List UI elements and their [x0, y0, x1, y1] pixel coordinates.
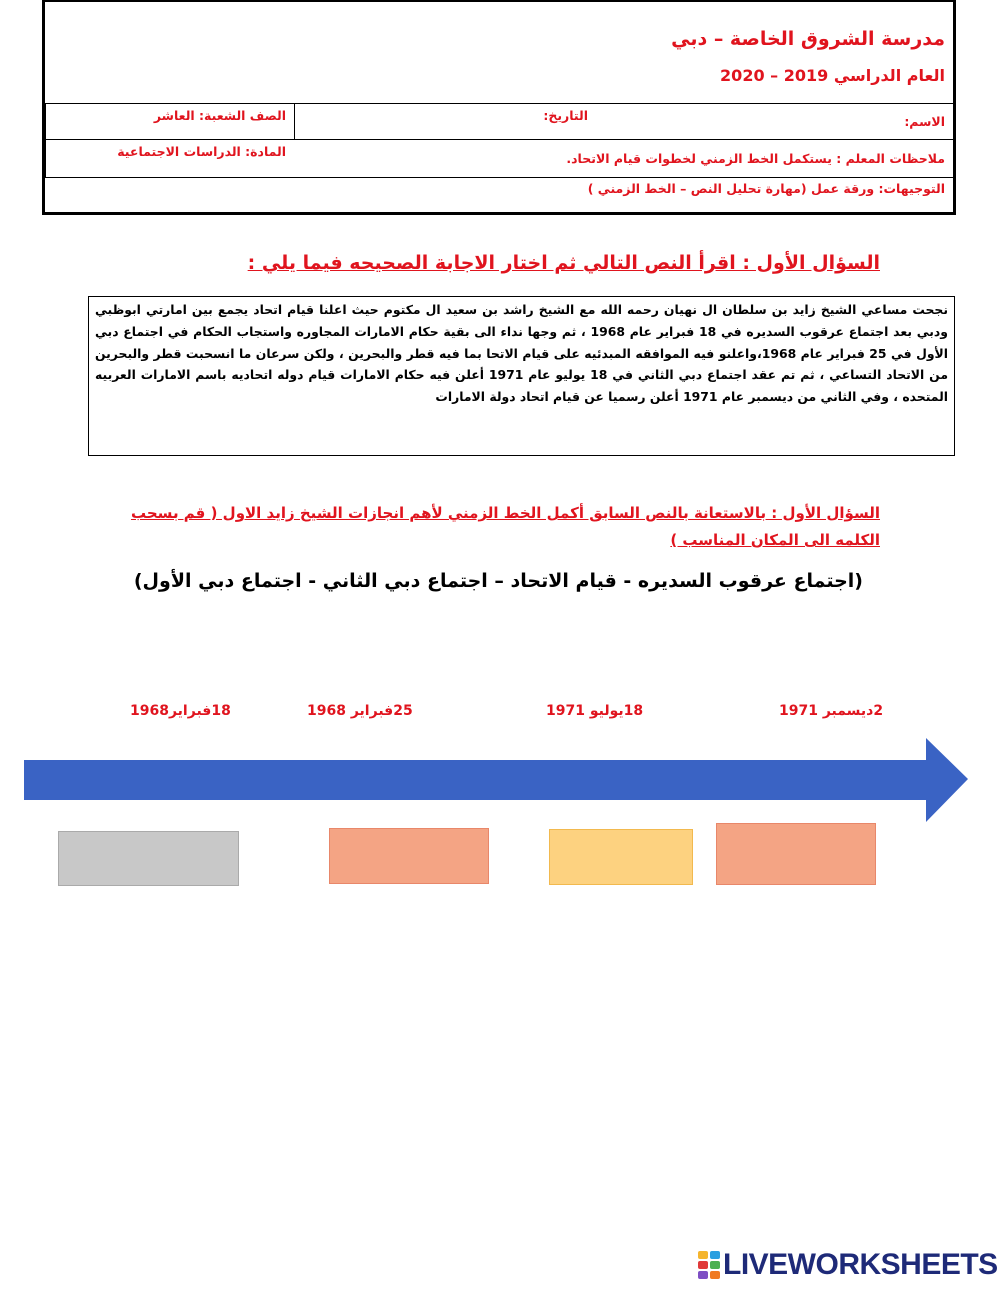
- header-info-row: [45, 104, 953, 140]
- passage-box: [88, 296, 955, 456]
- name-cell[interactable]: [594, 104, 953, 139]
- subject-cell: [45, 140, 294, 177]
- date-label: التاريخ:: [543, 108, 588, 123]
- timeline-date-2: 18يوليو 1971: [546, 703, 644, 719]
- subject-label: المادة: الدراسات الاجتماعية: [117, 144, 286, 159]
- logo-text: LIVEWORKSHEETS: [723, 1248, 998, 1281]
- arrow-shape: [24, 738, 968, 822]
- drag-word-choices[interactable]: (اجتماع عرقوب السديره - قيام الاتحاد – اجتماع دبي الثاني - اجتماع دبي الأول): [133, 570, 863, 592]
- class-cell: [45, 104, 294, 139]
- timeline-arrow: [0, 730, 1000, 830]
- header-table: [42, 0, 956, 215]
- name-label: الاسم:: [904, 114, 945, 129]
- school-name: مدرسة الشروق الخاصة – دبي: [671, 28, 945, 50]
- question1-title: السؤال الأول : اقرأ النص التالي ثم اختار الاجابة الصحيحه فيما يلي :: [247, 252, 880, 274]
- date-cell[interactable]: [294, 104, 594, 139]
- question2-title: السؤال الأول : بالاستعانة بالنص السابق أكمل الخط الزمني لأهم انجازات الشيخ زايد الاول ( قم بسحب الكلمه الى المكان المناسب ): [130, 504, 880, 549]
- drop-box-1[interactable]: [716, 823, 876, 885]
- class-label: الصف الشعبة: العاشر: [153, 108, 286, 123]
- logo-grid-icon: [698, 1251, 720, 1279]
- timeline-date-3: 25فبراير 1968: [307, 703, 413, 719]
- header-notes-row: [45, 140, 953, 178]
- teacher-notes: ملاحظات المعلم : يستكمل الخط الزمني لخطوات قيام الاتحاد.: [566, 151, 945, 166]
- timeline-date-1: 2ديسمبر 1971: [779, 703, 884, 719]
- drop-box-2[interactable]: [549, 829, 693, 885]
- drop-box-4[interactable]: [58, 831, 239, 886]
- passage-text: نجحت مساعي الشيخ زايد بن سلطان ال نهيان رحمه الله مع الشيخ راشد بن سعيد ال مكتوم حيث اعلنا قيام اتحاد يجمع بين امارتي ابوظبي ودبي بعد اجتماع عرقوب السديره في 18 فبراير عام 1968 ، ثم وجها نداء الى بقية حكام الامارات المجاوره واستجاب الحكام في اجتماع دبي الأول في 25 فبراير عام 1968،واعلنو فيه الموافقه المبدئيه على قيام الاتحا بما فيه قطر والبحرين ، ولكن سرعان ما انسحبت قطر والبحرين من الاتحاد التساعي ، ثم تم عقد اجتماع دبي الثاني في 18 يوليو عام 1971 أعلن فيه حكام الامارات قيام دوله اتحاديه باسم الامارات العربيه المتحده ، وفي الثاني من ديسمبر عام 1971 أعلن رسميا عن قيام اتحاد دولة الامارات: [95, 302, 948, 405]
- header-title-row: [45, 2, 953, 104]
- directions-label: التوجيهات: ورقة عمل (مهارة تحليل النص – الخط الزمني ): [587, 181, 945, 196]
- drop-box-3[interactable]: [329, 828, 489, 884]
- notes-cell: [294, 140, 953, 177]
- header-directions-row: [45, 178, 953, 214]
- timeline-date-4: 18فبراير1968: [130, 703, 231, 719]
- directions-cell: [45, 178, 953, 214]
- liveworksheets-logo: [698, 1248, 998, 1282]
- academic-year: العام الدراسي 2019 – 2020: [720, 66, 945, 85]
